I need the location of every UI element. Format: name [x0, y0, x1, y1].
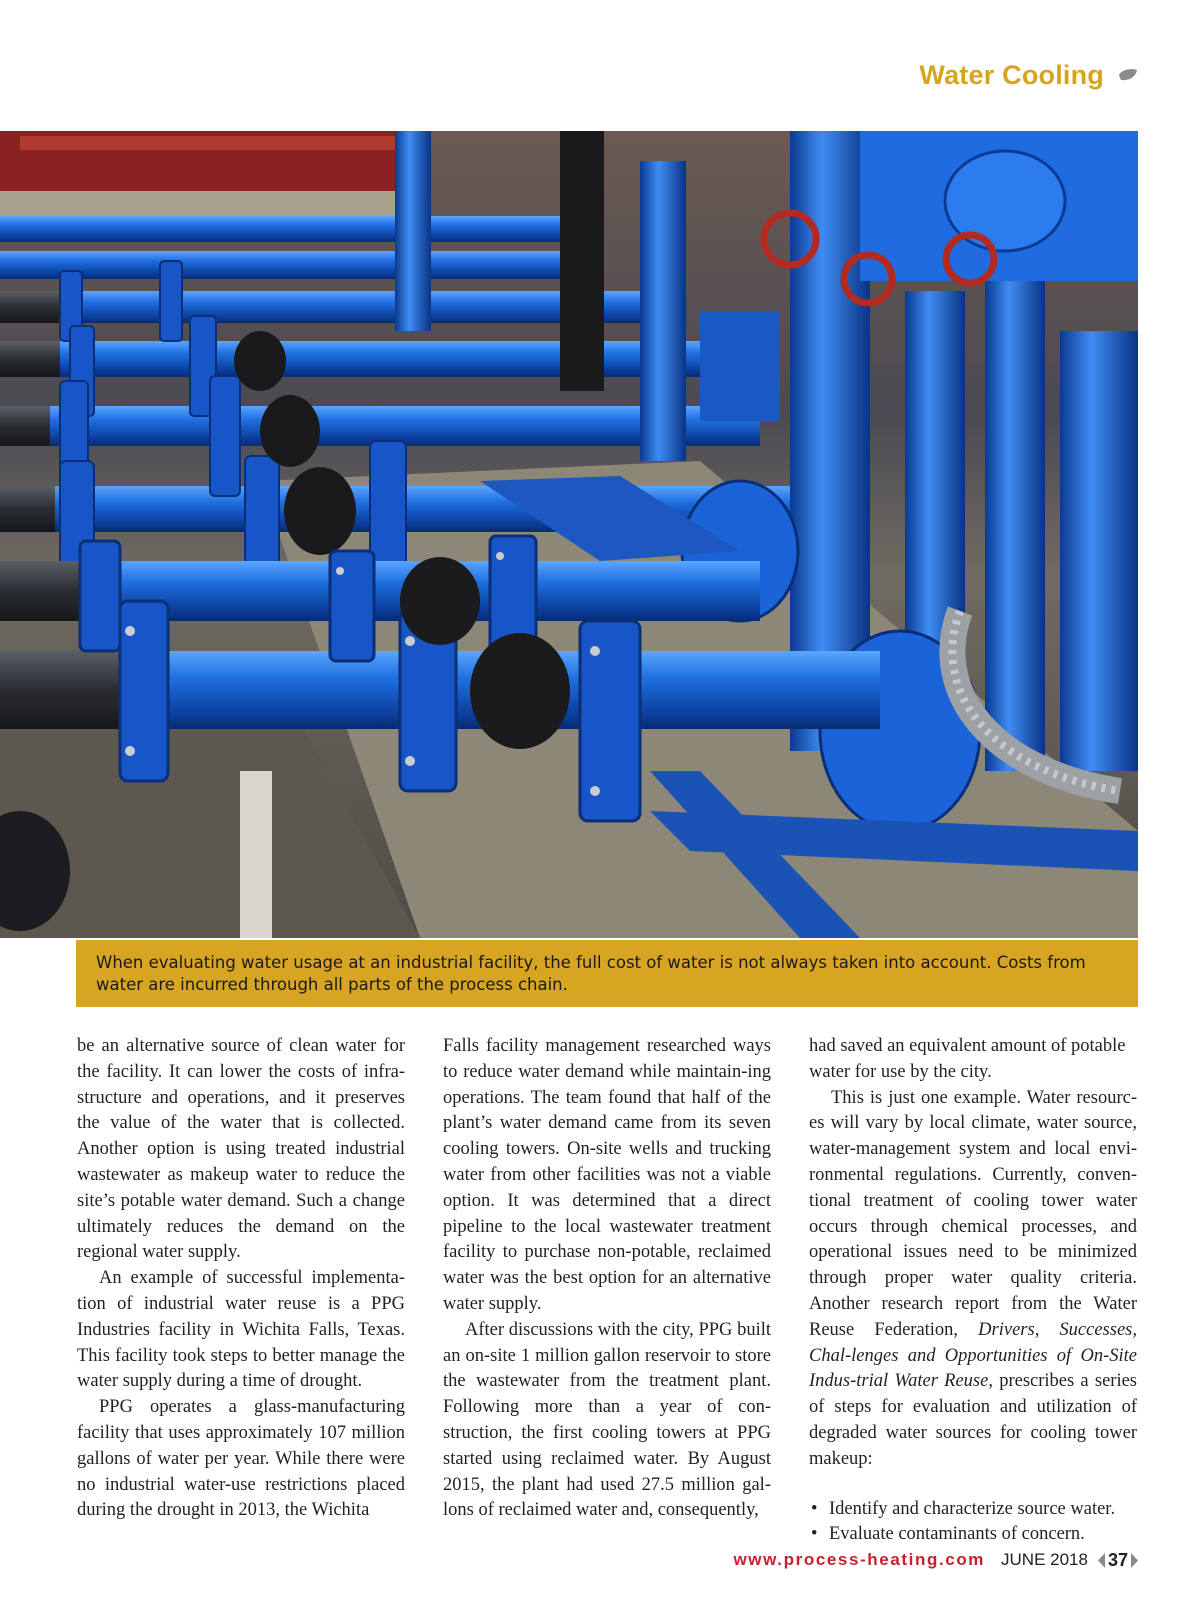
article-paragraph: be an alternative source of clean water for the facility. It can lower the costs of infra-structure and operations, and it preserves the value of the water that is collected. Another option is using treated industrial wastewater as makeup water to reduce the site’s potable water demand. Such a change ultimately reduces the demand on the regional water supply. — [77, 1036, 405, 1263]
steps-list — [809, 1497, 1137, 1549]
page-number: 37 — [1107, 1549, 1128, 1570]
list-item — [809, 1497, 1137, 1523]
article-paragraph: had saved an equivalent amount of potable water for use by the city. — [809, 1036, 1126, 1082]
article-paragraph — [809, 1086, 1137, 1473]
article-paragraph: Falls facility management researched ways to reduce water demand while maintain-ing operations. The team found that half of the plant’s water demand came from its seven cooling towers. On-site wells and trucking water from other facilities was not a viable option. It was determined that a direct pipeline to the local wastewater treatment facility to purchase non-potable, reclaimed water was the best option for an alternative water supply. — [443, 1036, 771, 1314]
list-item — [809, 1522, 1137, 1548]
section-header — [919, 58, 1138, 92]
right-arrow-icon — [1131, 1553, 1138, 1568]
issue-date: JUNE 2018 — [1001, 1550, 1088, 1569]
leaf-marker-icon — [1118, 68, 1138, 82]
photo-caption — [76, 940, 1138, 1007]
bullet-icon: • — [811, 1498, 818, 1519]
article-paragraph: PPG operates a glass-manufacturing facility that uses approximately 107 million gallons of water per year. While there were no industrial water-use restrictions placed during the drought in 2013, the Wichita — [77, 1397, 405, 1521]
bullet-icon: • — [811, 1524, 818, 1545]
photo-caption-text: When evaluating water usage at an industrial facility, the full cost of water is not always taken into account. Costs from water are incurred through all parts of the process chain. — [96, 953, 1086, 994]
article-paragraph: After discussions with the city, PPG built an on-site 1 million gallon reservoir to store the wastewater from the treatment plant. Following more than a year of con-struction, the first cooling towers at PPG started using reclaimed water. By August 2015, the plant had used 27.5 million gal-lons of reclaimed water and, consequently, — [443, 1319, 771, 1521]
list-item-text: Evaluate contaminants of concern. — [829, 1524, 1085, 1545]
left-arrow-icon — [1098, 1553, 1105, 1568]
industrial-blue-pipes-photo — [0, 131, 1138, 938]
page-footer — [733, 1547, 1138, 1573]
report-title: Drivers, Successes, Chal-lenges and Opportunities of On-Site Indus-trial Water Reuse — [809, 1319, 1137, 1392]
article-text: This is just one example. Water resourc-es will vary by local climate, water source, water-management system and local envi-ronmental regulations. Currently, conven-tional treatment of cooling tower water occurs through chemical processes, and operational issues need to be minimized through proper water quality criteria. Another research report from the Water Reuse Federation, — [809, 1087, 1137, 1340]
section-title: Water Cooling — [919, 59, 1104, 90]
article-text: , prescribes a series of steps for evaluation and utilization of degraded water sources for cooling tower makeup: — [809, 1371, 1138, 1469]
article-column-1 — [77, 1034, 405, 1524]
list-item-text: Identify and characterize source water. — [829, 1498, 1116, 1519]
footer-url[interactable]: www.process-heating.com — [733, 1550, 986, 1569]
article-paragraph: An example of successful implementa-tion of industrial water reuse is a PPG Industries facility in Wichita Falls, Texas. This facility took steps to better manage the water supply during a time of drought. — [77, 1268, 405, 1392]
article-column-2 — [443, 1034, 771, 1524]
article-column-3 — [809, 1034, 1137, 1548]
